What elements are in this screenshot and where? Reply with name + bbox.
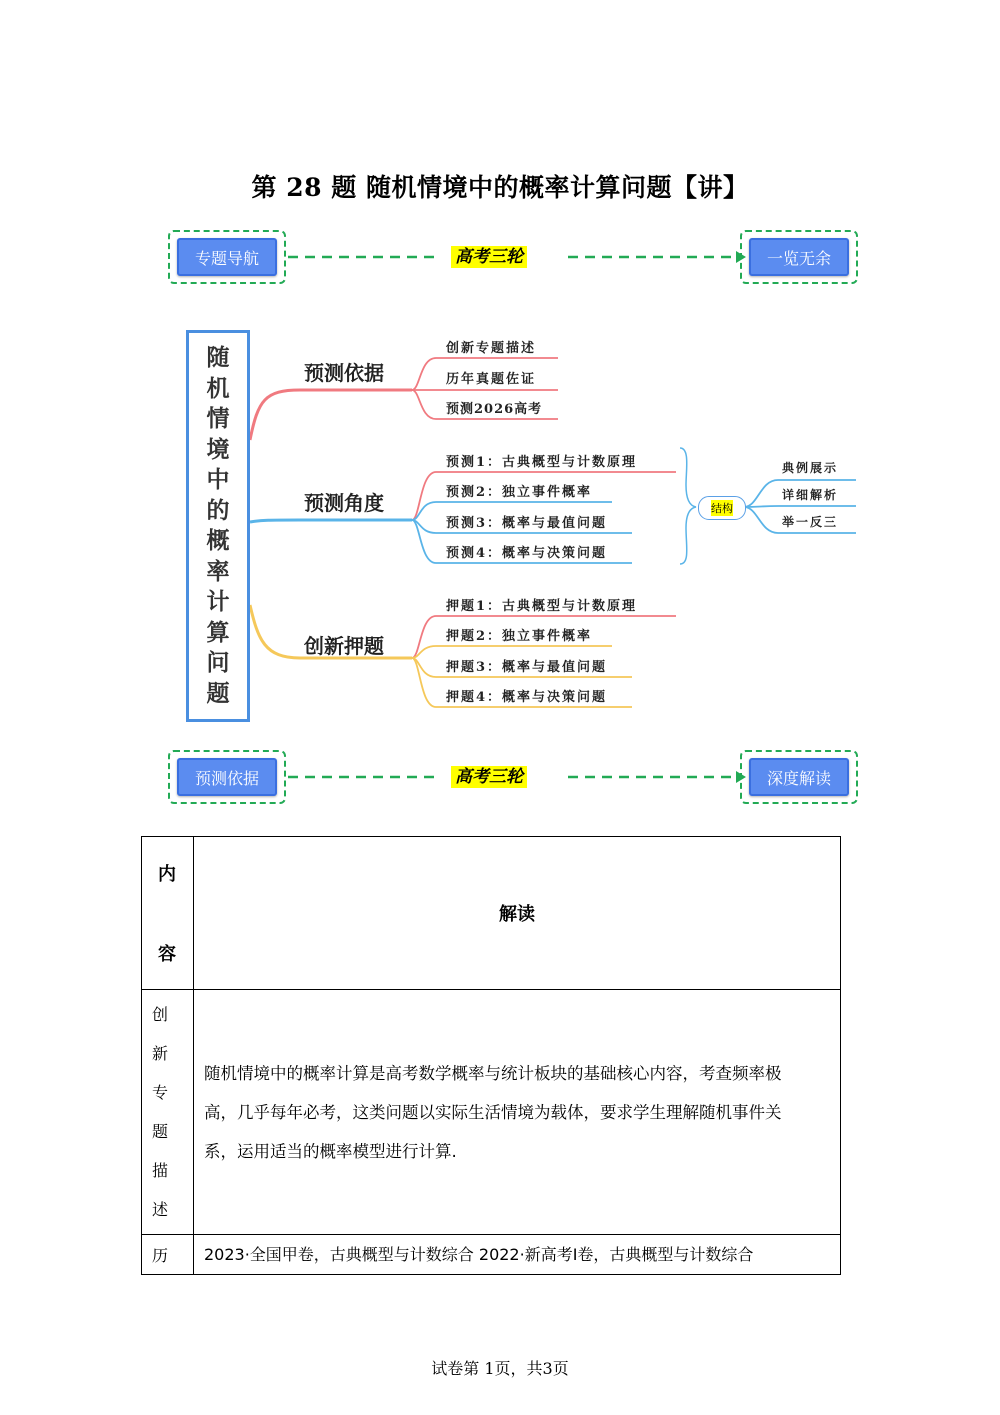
root-char: 境: [206, 436, 230, 463]
root-char: 问: [206, 650, 230, 676]
root-char: 率: [206, 558, 230, 585]
leaf-item: 押题1：古典概型与计数原理: [446, 599, 638, 614]
leaf-item: 预测3：概率与最值问题: [446, 516, 608, 531]
leaf-item: 押题2：独立事件概率: [446, 629, 593, 644]
leaf-item: 押题4：概率与决策问题: [446, 690, 608, 705]
structure-item: 详细解析: [782, 488, 839, 502]
branch-label: 预测角度: [304, 491, 384, 515]
root-char: 中: [206, 467, 230, 493]
top-banner: 高考三轮: [451, 246, 527, 268]
prediction-basis-button[interactable]: 预测依据: [177, 758, 277, 796]
bottom-banner: 高考三轮: [451, 766, 527, 788]
deep-analysis-button[interactable]: 深度解读: [749, 758, 849, 796]
leaf-item: 预测4：概率与决策问题: [446, 546, 608, 561]
row1-left-cell: [142, 990, 194, 1235]
leaf-item: 押题3：概率与最值问题: [446, 660, 608, 675]
topic-nav-button[interactable]: 专题导航: [177, 238, 277, 276]
row1-left-char: 新: [152, 1044, 169, 1063]
row2-text-cell: 2023·全国甲卷，古典概型与计数综合 2022·新高考Ⅰ卷，古典概型与计数综合: [194, 1235, 841, 1275]
header-right-cell: 解读: [194, 837, 841, 990]
overview-button[interactable]: 一览无余: [749, 238, 849, 276]
text-line: 系，运用适当的概率模型进行计算.: [204, 1141, 457, 1161]
page-footer: 试卷第 1页，共3页: [431, 1359, 569, 1378]
row1-left-char: 专: [152, 1083, 169, 1102]
root-char: 题: [206, 680, 230, 707]
root-char: 计: [206, 589, 230, 615]
row1-left-char: 题: [152, 1122, 169, 1141]
branch-label: 创新押题: [304, 634, 384, 658]
row1-text-cell: [194, 990, 841, 1235]
text-line: 高，几乎每年必考，这类问题以实际生活情境为载体，要求学生理解随机事件关: [204, 1102, 782, 1122]
root-char: 的: [206, 497, 230, 524]
root-char: 随: [206, 345, 230, 371]
text-line: 随机情境中的概率计算是高考数学概率与统计板块的基础核心内容，考查频率极: [204, 1063, 782, 1083]
content-table: [141, 836, 841, 1275]
structure-item: 典例展示: [782, 461, 839, 475]
leaf-item: 创新专题描述: [446, 341, 537, 356]
mindmap-root: [186, 330, 250, 722]
root-char: 算: [206, 619, 230, 646]
structure-label: 结构: [711, 502, 733, 515]
structure-item: 举一反三: [782, 515, 839, 529]
leaf-item: 预测1：古典概型与计数原理: [446, 455, 638, 470]
root-char: 概: [206, 528, 230, 554]
page-title: 第 28 题 随机情境中的概率计算问题【讲】: [251, 173, 749, 202]
leaf-item: 预测2：独立事件概率: [446, 485, 593, 500]
leaf-item: 预测2026高考: [446, 402, 543, 417]
row2-left-cell: 历: [142, 1235, 194, 1275]
branch-label: 预测依据: [304, 361, 384, 385]
row1-left-char: 述: [152, 1200, 169, 1219]
leaf-item: 历年真题佐证: [446, 372, 537, 387]
root-char: 机: [206, 375, 230, 402]
structure-node: [698, 496, 746, 520]
header-left-char: 容: [158, 944, 176, 965]
header-left-char: 内: [158, 864, 176, 885]
header-left-cell: [142, 837, 194, 990]
row1-left-char: 描: [152, 1161, 169, 1180]
root-char: 情: [206, 406, 230, 432]
row1-left-char: 创: [152, 1005, 169, 1024]
